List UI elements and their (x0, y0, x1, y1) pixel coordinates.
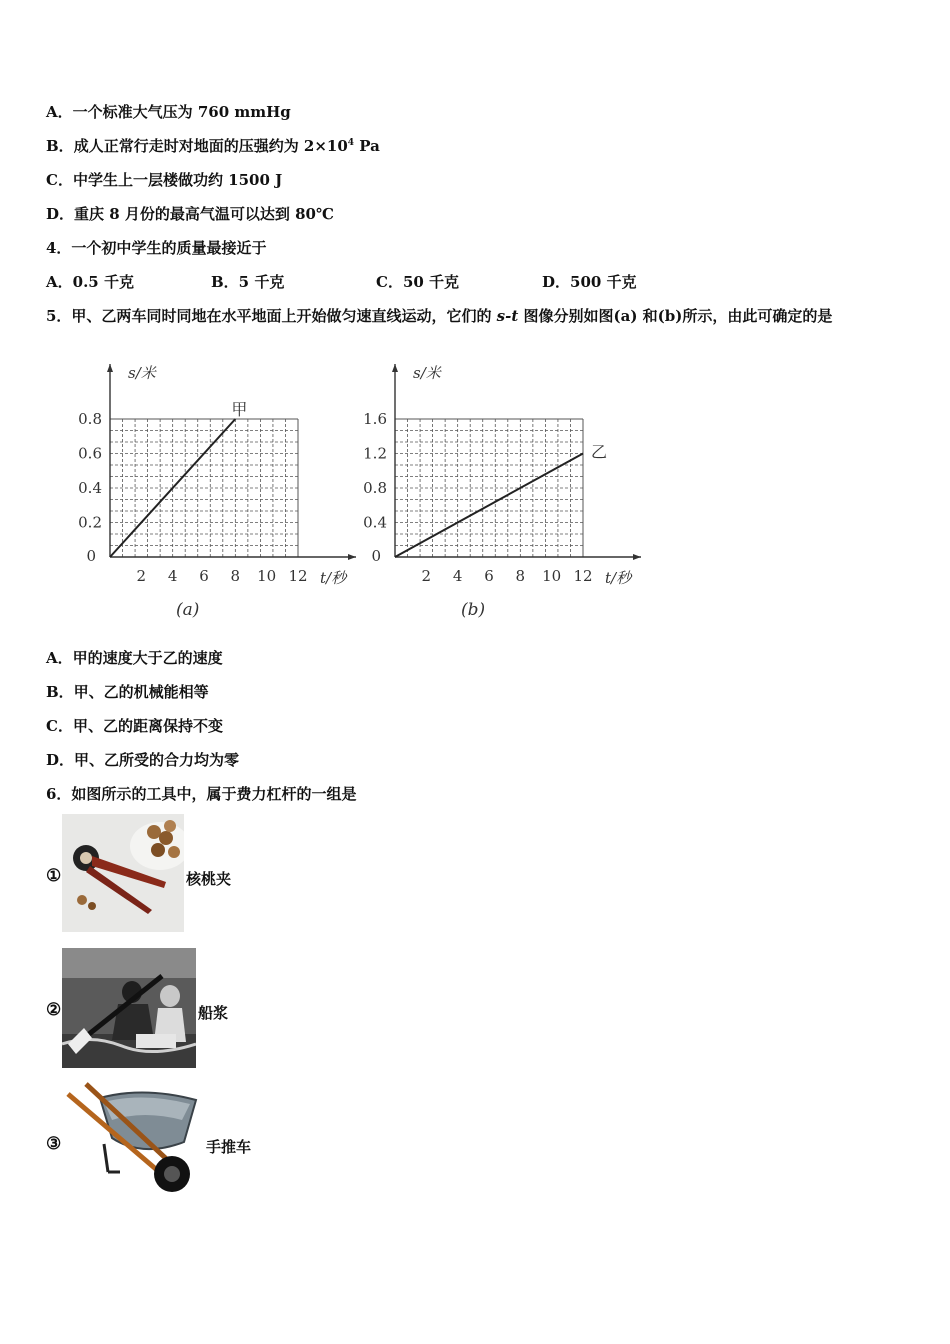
x-axis-arrow (633, 554, 641, 560)
series-label: 乙 (591, 442, 608, 462)
chart-a-svg (70, 350, 370, 630)
q4-option-a: A．0.5 千克 (46, 273, 134, 291)
q4-stem: 4．一个初中学生的质量最接近于 (46, 239, 267, 257)
y-tick-label: 0.8 (363, 479, 387, 497)
x-tick-label: 12 (573, 567, 593, 585)
tool-item-nutcracker (46, 814, 346, 934)
item-number: ③ (46, 1134, 62, 1154)
tool-name: 核桃夹 (186, 870, 232, 888)
q5-option-c: C．甲、乙的距离保持不变 (46, 717, 223, 735)
x-tick-label: 12 (288, 567, 308, 585)
nutcracker-picture (62, 814, 184, 932)
q4-option-d: D．500 千克 (542, 273, 637, 291)
chart-caption: (b) (461, 600, 486, 620)
oar-picture (62, 948, 196, 1068)
chart-b-svg (355, 350, 655, 630)
x-tick-label: 4 (167, 567, 178, 585)
y-axis-arrow (392, 364, 398, 372)
x-tick-label: 2 (421, 567, 432, 585)
q4-options (46, 272, 906, 292)
chart-a (70, 350, 370, 630)
y-tick-label: 0.2 (78, 513, 102, 532)
wheelbarrow-picture (64, 1080, 202, 1200)
series-label: 甲 (231, 400, 248, 419)
x-tick-label: 4 (452, 567, 463, 585)
q3-option-a: A．一个标准大气压为 760 mmHg (46, 103, 291, 121)
q4-option-b: B．5 千克 (211, 273, 285, 291)
q5-option-d: D．甲、乙所受的合力均为零 (46, 751, 240, 769)
x-axis-label: t/秒 (320, 569, 347, 587)
y-tick-label: 0.4 (363, 513, 387, 532)
x-tick-label: 8 (230, 567, 241, 585)
y-tick-label: 1.2 (363, 444, 387, 463)
chart-caption: (a) (176, 600, 200, 620)
x-tick-label: 10 (542, 567, 562, 585)
x-tick-label: 6 (199, 567, 209, 585)
y-axis-label: s/米 (413, 364, 441, 382)
tool-item-oar (46, 948, 346, 1070)
origin-label: 0 (86, 547, 96, 565)
q5-option-b: B．甲、乙的机械能相等 (46, 683, 209, 701)
chart-b (355, 350, 655, 630)
x-tick-label: 2 (136, 567, 147, 585)
item-number: ① (46, 866, 62, 886)
q5-option-a: A．甲的速度大于乙的速度 (46, 649, 223, 667)
exponent: 4 (347, 138, 355, 148)
y-tick-label: 0.8 (78, 410, 102, 428)
x-axis-label: t/秒 (605, 569, 632, 587)
tool-item-wheelbarrow (46, 1080, 346, 1202)
x-tick-label: 6 (484, 567, 494, 585)
tool-name: 手推车 (206, 1138, 252, 1156)
x-tick-label: 10 (257, 567, 277, 585)
origin-label: 0 (371, 547, 381, 565)
q3-option-d: D．重庆 8 月份的最高气温可以达到 80℃ (46, 205, 334, 223)
q5-stem: 5．甲、乙两车同时同地在水平地面上开始做匀速直线运动，它们的 s-t 图像分别如图(a) 和(b)所示，由此可确定的是 (46, 307, 833, 325)
y-tick-label: 0.4 (78, 479, 102, 497)
y-tick-label: 0.6 (78, 444, 102, 463)
q3-option-b: B．成人正常行走时对地面的压强约为 $2\times 10^4$ Pa (46, 137, 380, 155)
tool-name: 船浆 (198, 1004, 229, 1022)
q4-option-c: C．50 千克 (376, 273, 460, 291)
item-number: ② (46, 1000, 62, 1020)
series-line (395, 454, 583, 558)
y-axis-label: s/米 (128, 364, 156, 382)
q3-option-c: C．中学生上一层楼做功约 1500 J (46, 171, 283, 189)
x-tick-label: 8 (515, 567, 526, 585)
y-tick-label: 1.6 (363, 410, 387, 428)
q6-stem: 6．如图所示的工具中，属于费力杠杆的一组是 (46, 785, 357, 803)
y-axis-arrow (107, 364, 113, 372)
